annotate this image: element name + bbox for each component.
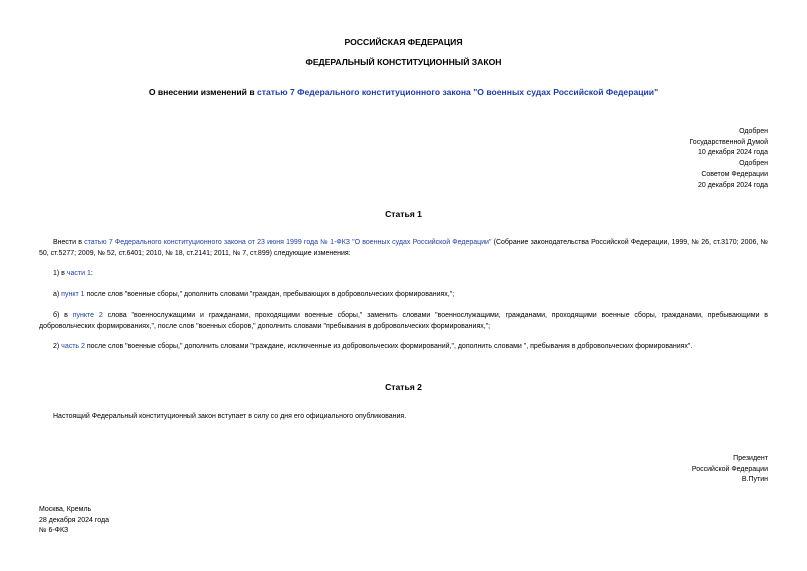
item-a-link[interactable]: пункт 1 (61, 291, 85, 298)
item-a-suffix: после слов "военные сборы," дополнить словами "граждан, пребывающих в добровольческих формированиях,"; (84, 291, 455, 298)
signature-line: В.Путин (741, 476, 768, 484)
item-a-prefix: а) (53, 291, 62, 298)
item1-link[interactable]: части 1 (66, 270, 91, 277)
title-link[interactable]: статью 7 Федерального конституционного закона "О военных судах Российской Федерации" (257, 87, 659, 97)
item-2 (39, 342, 768, 353)
article1-heading: Статья 1 (385, 209, 422, 219)
intro-suffix: (Собрание законодательства Российской Федерации, 1999, № 26, ст.3170; 2006, № 50, ст.5277; 2009, № 52, ст.6401; 2010, № 18, ст.2141; 2011, № 7, ст.899) следующие изменения: (39, 239, 769, 257)
place-date-block (39, 505, 109, 537)
item-b-suffix: слова "военнослужащими и гражданами, проходящими военные сборы," заменить словами "военнослужащими, гражданами, проходящими военные сборы, гражданами, пребывающими в добровольческих формированиях,", после слов "военных сборов," дополнить словами "пребывания в добровольческих формированиях,"; (39, 312, 769, 330)
item2-link[interactable]: часть 2 (61, 343, 85, 350)
law-type-heading: ФЕДЕРАЛЬНЫЙ КОНСТИТУЦИОННЫЙ ЗАКОН (305, 57, 502, 67)
item-b-link[interactable]: пункте 2 (72, 312, 103, 319)
document-title (0, 87, 807, 98)
item-1 (39, 269, 768, 280)
approval-line: Государственной Думой (689, 138, 768, 146)
article1-intro (39, 238, 768, 259)
approval-block (548, 127, 768, 191)
item-b (39, 311, 768, 332)
title-prefix: О внесении изменений в (148, 87, 258, 97)
law-number-line: № 6-ФКЗ (39, 527, 69, 534)
item1-prefix: 1) в (53, 270, 67, 277)
article2-heading: Статья 2 (385, 382, 422, 392)
approval-line: 10 декабря 2024 года (697, 149, 768, 157)
item1-suffix: : (90, 270, 93, 277)
item-a (39, 290, 768, 301)
intro-prefix: Внести в (53, 239, 85, 246)
date-line: 28 декабря 2024 года (39, 516, 110, 524)
signature-line: Российской Федерации (691, 465, 768, 473)
country-heading: РОССИЙСКАЯ ФЕДЕРАЦИЯ (344, 37, 463, 47)
article2-text: Настоящий Федеральный конституционный закон вступает в силу со дня его официального опубликования. (53, 413, 407, 420)
signature-line: Президент (733, 455, 768, 462)
approval-line: Одобрен (739, 160, 768, 168)
place-line: Москва, Кремль (39, 506, 92, 513)
approval-line: 20 декабря 2024 года (697, 181, 768, 189)
item-b-prefix: б) в (53, 312, 73, 319)
item2-prefix: 2) (53, 343, 62, 350)
intro-link[interactable]: статью 7 Федерального конституционного закона от 23 июня 1999 года № 1-ФКЗ "О военных судах Российской Федерации" (84, 239, 492, 246)
approval-line: Одобрен (739, 128, 768, 135)
approval-line: Советом Федерации (701, 170, 768, 178)
item2-suffix: после слов "военные сборы," дополнить словами "граждане, исключенные из добровольческих формирований,", дополнить словами ", пребывания в добровольческих формированиях". (84, 343, 693, 350)
signature-block (548, 454, 768, 486)
